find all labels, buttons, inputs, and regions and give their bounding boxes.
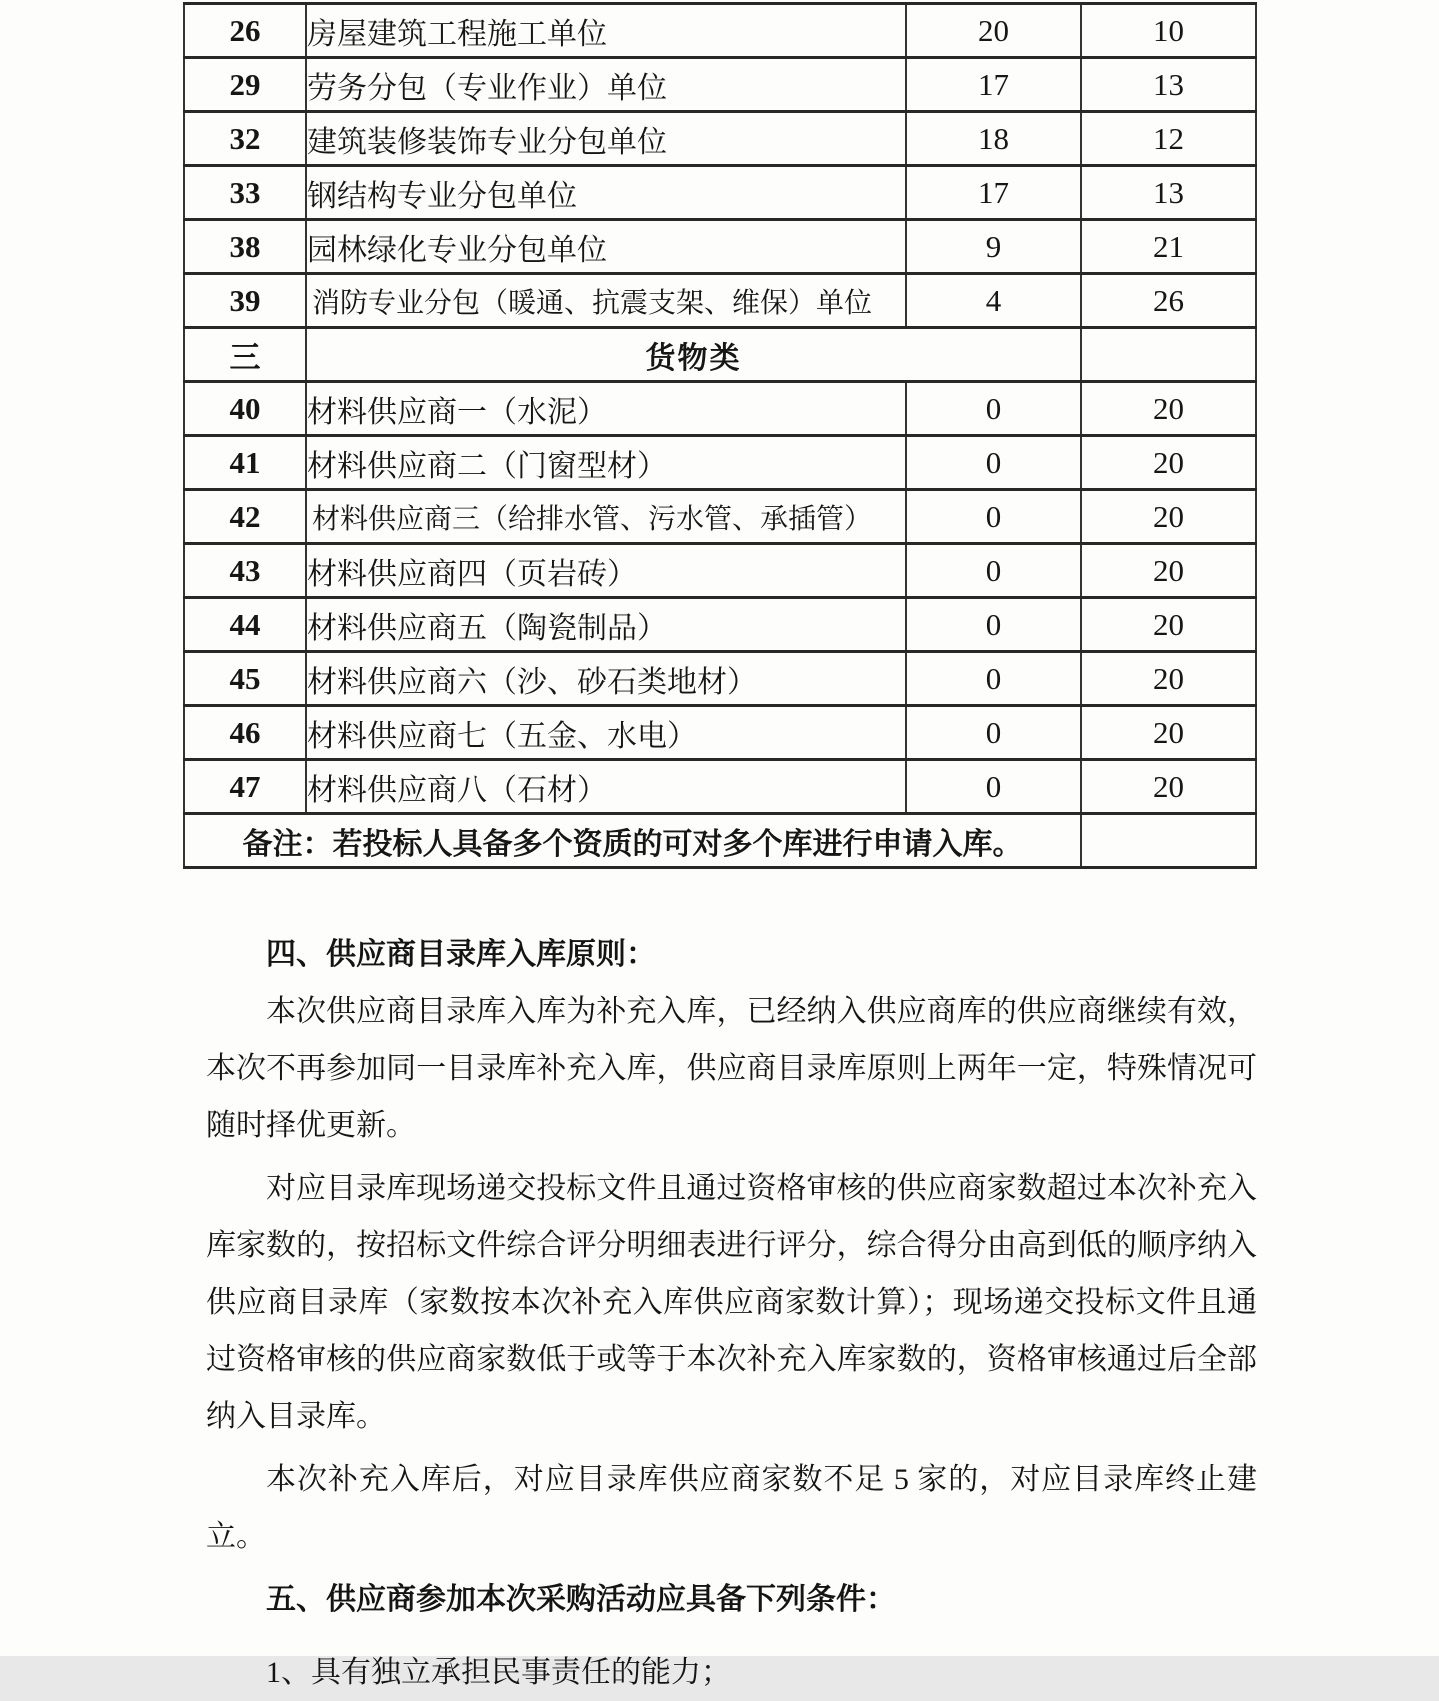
count-cell-1: 0 [906, 598, 1081, 652]
count-cell-2: 20 [1081, 544, 1256, 598]
count-cell-1: 20 [906, 4, 1081, 58]
row-number-cell: 45 [184, 652, 306, 706]
table-row [184, 490, 1256, 544]
section-label-cell: 货物类 [306, 328, 1081, 382]
library-name-cell: 材料供应商三（给排水管、污水管、承插管） [306, 490, 906, 544]
row-number-cell: 38 [184, 220, 306, 274]
count-cell-2: 20 [1081, 382, 1256, 436]
body-paragraph: 对应目录库现场递交投标文件且通过资格审核的供应商家数超过本次补充入库家数的，按招标文件综合评分明细表进行评分，综合得分由高到低的顺序纳入供应商目录库（家数按本次补充入库供应商家数计算）；现场递交投标文件且通过资格审核的供应商家数低于或等于本次补充入库家数的，资格审核通过后全部纳入目录库。 [206, 1172, 1257, 1433]
count-cell-2: 13 [1081, 58, 1256, 112]
row-number-cell: 43 [184, 544, 306, 598]
library-name-cell: 材料供应商八（石材） [306, 760, 906, 814]
section-number-cell: 三 [184, 328, 306, 382]
row-number-cell: 26 [184, 4, 306, 58]
row-number-cell: 32 [184, 112, 306, 166]
row-number-cell: 40 [184, 382, 306, 436]
library-name-cell: 消防专业分包（暖通、抗震支架、维保）单位 [306, 274, 906, 328]
condition-item-1: 1、具有独立承担民事责任的能力； [266, 1656, 731, 1689]
count-cell-2: 20 [1081, 760, 1256, 814]
goods-section-row [184, 328, 1256, 382]
count-cell-2: 21 [1081, 220, 1256, 274]
count-cell-1: 18 [906, 112, 1081, 166]
table-row [184, 382, 1256, 436]
table-row [184, 4, 1256, 58]
count-cell-1: 17 [906, 58, 1081, 112]
row-number-cell: 29 [184, 58, 306, 112]
count-cell-2: 26 [1081, 274, 1256, 328]
section-heading-5: 五、供应商参加本次采购活动应具备下列条件： [266, 1583, 896, 1616]
table-row [184, 220, 1256, 274]
library-name-cell: 材料供应商四（页岩砖） [306, 544, 906, 598]
note-row [184, 814, 1256, 868]
count-cell-1: 17 [906, 166, 1081, 220]
library-name-cell: 材料供应商二（门窗型材） [306, 436, 906, 490]
section-heading-4: 四、供应商目录库入库原则： [266, 938, 656, 971]
count-cell-2: 13 [1081, 166, 1256, 220]
table-row [184, 598, 1256, 652]
count-cell-1: 4 [906, 274, 1081, 328]
supplier-catalog-table [183, 2, 1257, 869]
count-cell-2: 20 [1081, 436, 1256, 490]
count-cell-2: 10 [1081, 4, 1256, 58]
table-row [184, 760, 1256, 814]
count-cell-1: 0 [906, 382, 1081, 436]
library-name-cell: 劳务分包（专业作业）单位 [306, 58, 906, 112]
count-cell-2: 20 [1081, 652, 1256, 706]
row-number-cell: 44 [184, 598, 306, 652]
library-name-cell: 材料供应商五（陶瓷制品） [306, 598, 906, 652]
table-row [184, 652, 1256, 706]
count-cell-2: 20 [1081, 598, 1256, 652]
table-row [184, 274, 1256, 328]
count-cell-1: 0 [906, 706, 1081, 760]
row-number-cell: 47 [184, 760, 306, 814]
row-number-cell: 41 [184, 436, 306, 490]
empty-cell [1081, 328, 1256, 382]
row-number-cell: 42 [184, 490, 306, 544]
library-name-cell: 园林绿化专业分包单位 [306, 220, 906, 274]
table-row [184, 166, 1256, 220]
library-name-cell: 材料供应商七（五金、水电） [306, 706, 906, 760]
row-number-cell: 33 [184, 166, 306, 220]
library-name-cell: 材料供应商一（水泥） [306, 382, 906, 436]
count-cell-1: 0 [906, 760, 1081, 814]
count-cell-1: 0 [906, 436, 1081, 490]
empty-cell [1081, 814, 1256, 868]
count-cell-2: 20 [1081, 490, 1256, 544]
count-cell-2: 20 [1081, 706, 1256, 760]
document-body [206, 926, 1257, 1701]
table-row [184, 544, 1256, 598]
library-name-cell: 材料供应商六（沙、砂石类地材） [306, 652, 906, 706]
row-number-cell: 39 [184, 274, 306, 328]
table-row [184, 436, 1256, 490]
count-cell-1: 0 [906, 490, 1081, 544]
row-number-cell: 46 [184, 706, 306, 760]
body-paragraph: 本次供应商目录库入库为补充入库，已经纳入供应商库的供应商继续有效，本次不再参加同一目录库补充入库，供应商目录库原则上两年一定，特殊情况可随时择优更新。 [206, 995, 1257, 1142]
count-cell-1: 9 [906, 220, 1081, 274]
count-cell-1: 0 [906, 652, 1081, 706]
library-name-cell: 钢结构专业分包单位 [306, 166, 906, 220]
table-row [184, 58, 1256, 112]
library-name-cell: 房屋建筑工程施工单位 [306, 4, 906, 58]
table-row [184, 706, 1256, 760]
body-paragraph: 本次补充入库后，对应目录库供应商家数不足 5 家的，对应目录库终止建立。 [206, 1463, 1257, 1553]
count-cell-2: 12 [1081, 112, 1256, 166]
note-cell: 备注：若投标人具备多个资质的可对多个库进行申请入库。 [184, 814, 1081, 868]
table-row [184, 112, 1256, 166]
library-name-cell: 建筑装修装饰专业分包单位 [306, 112, 906, 166]
count-cell-1: 0 [906, 544, 1081, 598]
